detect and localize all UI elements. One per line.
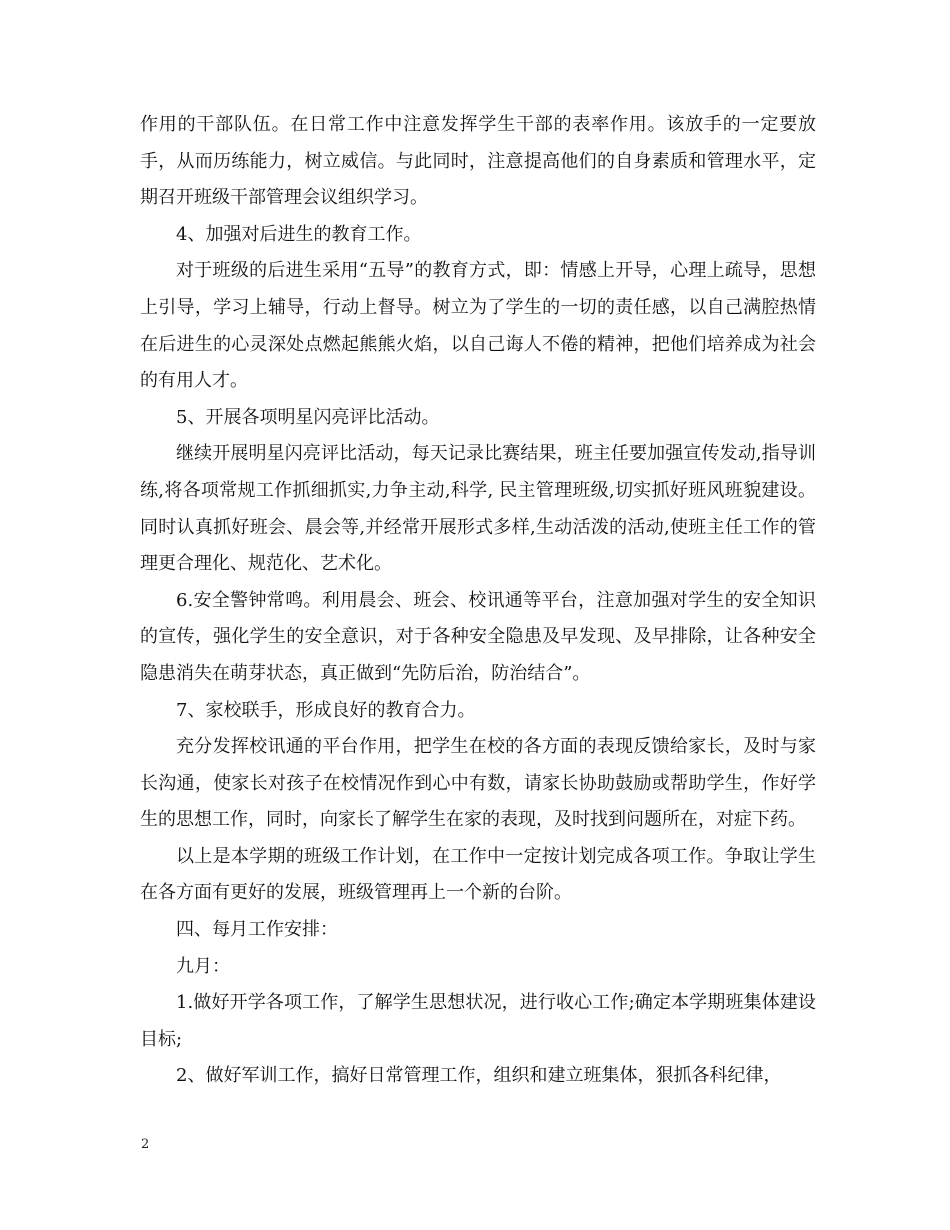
paragraph-9: 以上是本学期的班级工作计划，在工作中一定按计划完成各项工作。争取让学生在各方面有更好的发展，班级管理再上一个新的台阶。 (140, 845, 816, 904)
paragraph-6: 6.安全警钟常鸣。利用晨会、班会、校讯通等平台，注意加强对学生的安全知识的宣传，强化学生的安全意识，对于各种安全隐患及早发现、及早排除，让各种安全隐患消失在萌芽状态，真正做到“先防后治，防治结合”。 (140, 589, 816, 684)
paragraph-8: 充分发挥校讯通的平台作用，把学生在校的各方面的表现反馈给家长，及时与家长沟通，使家长对孩子在校情况作到心中有数，请家长协助鼓励或帮助学生，作好学生的思想工作，同时，向家长了解学生在家的表现，及时找到问题所在，对症下药。 (140, 736, 816, 831)
paragraph-5: 继续开展明星闪亮评比活动，每天记录比赛结果，班主任要加强宣传发动,指导训练,将各项常规工作抓细抓实,力争主动,科学, 民主管理班级,切实抓好班风班貌建设。同时认真抓好班会、晨会等,并经常开展形式多样,生动活泼的活动,使班主任工作的管理更合理化、规范化、艺术化。 (140, 443, 816, 575)
body-text (140, 107, 816, 1095)
paragraph-3: 对于班级的后进生采用“五导”的教育方式，即：情感上开导，心理上疏导，思想上引导，学习上辅导，行动上督导。树立为了学生的一切的责任感，以自己满腔热情在后进生的心灵深处点燃起熊熊火焰，以自己诲人不倦的精神，把他们培养成为社会的有用人才。 (140, 260, 816, 392)
paragraph-2: 4、加强对后进生的教育工作。 (176, 223, 422, 245)
paragraph-10: 四、每月工作安排： (176, 919, 338, 941)
paragraph-11: 九月： (176, 955, 230, 977)
paragraph-12: 1.做好开学各项工作，了解学生思想状况，进行收心工作;确定本学期班集体建设目标; (140, 992, 816, 1050)
paragraph-7: 7、家校联手，形成良好的教育合力。 (176, 699, 476, 721)
paragraph-1: 作用的干部队伍。在日常工作中注意发挥学生干部的表率作用。该放手的一定要放手，从而历练能力，树立威信。与此同时，注意提高他们的自身素质和管理水平，定期召开班级干部管理会议组织学习。 (140, 114, 816, 209)
page-number: 2 (141, 1137, 150, 1152)
paragraph-13: 2、做好军训工作，搞好日常管理工作，组织和建立班集体，狠抓各科纪律， (176, 1065, 782, 1087)
paragraph-4: 5、开展各项明星闪亮评比活动。 (176, 406, 440, 428)
